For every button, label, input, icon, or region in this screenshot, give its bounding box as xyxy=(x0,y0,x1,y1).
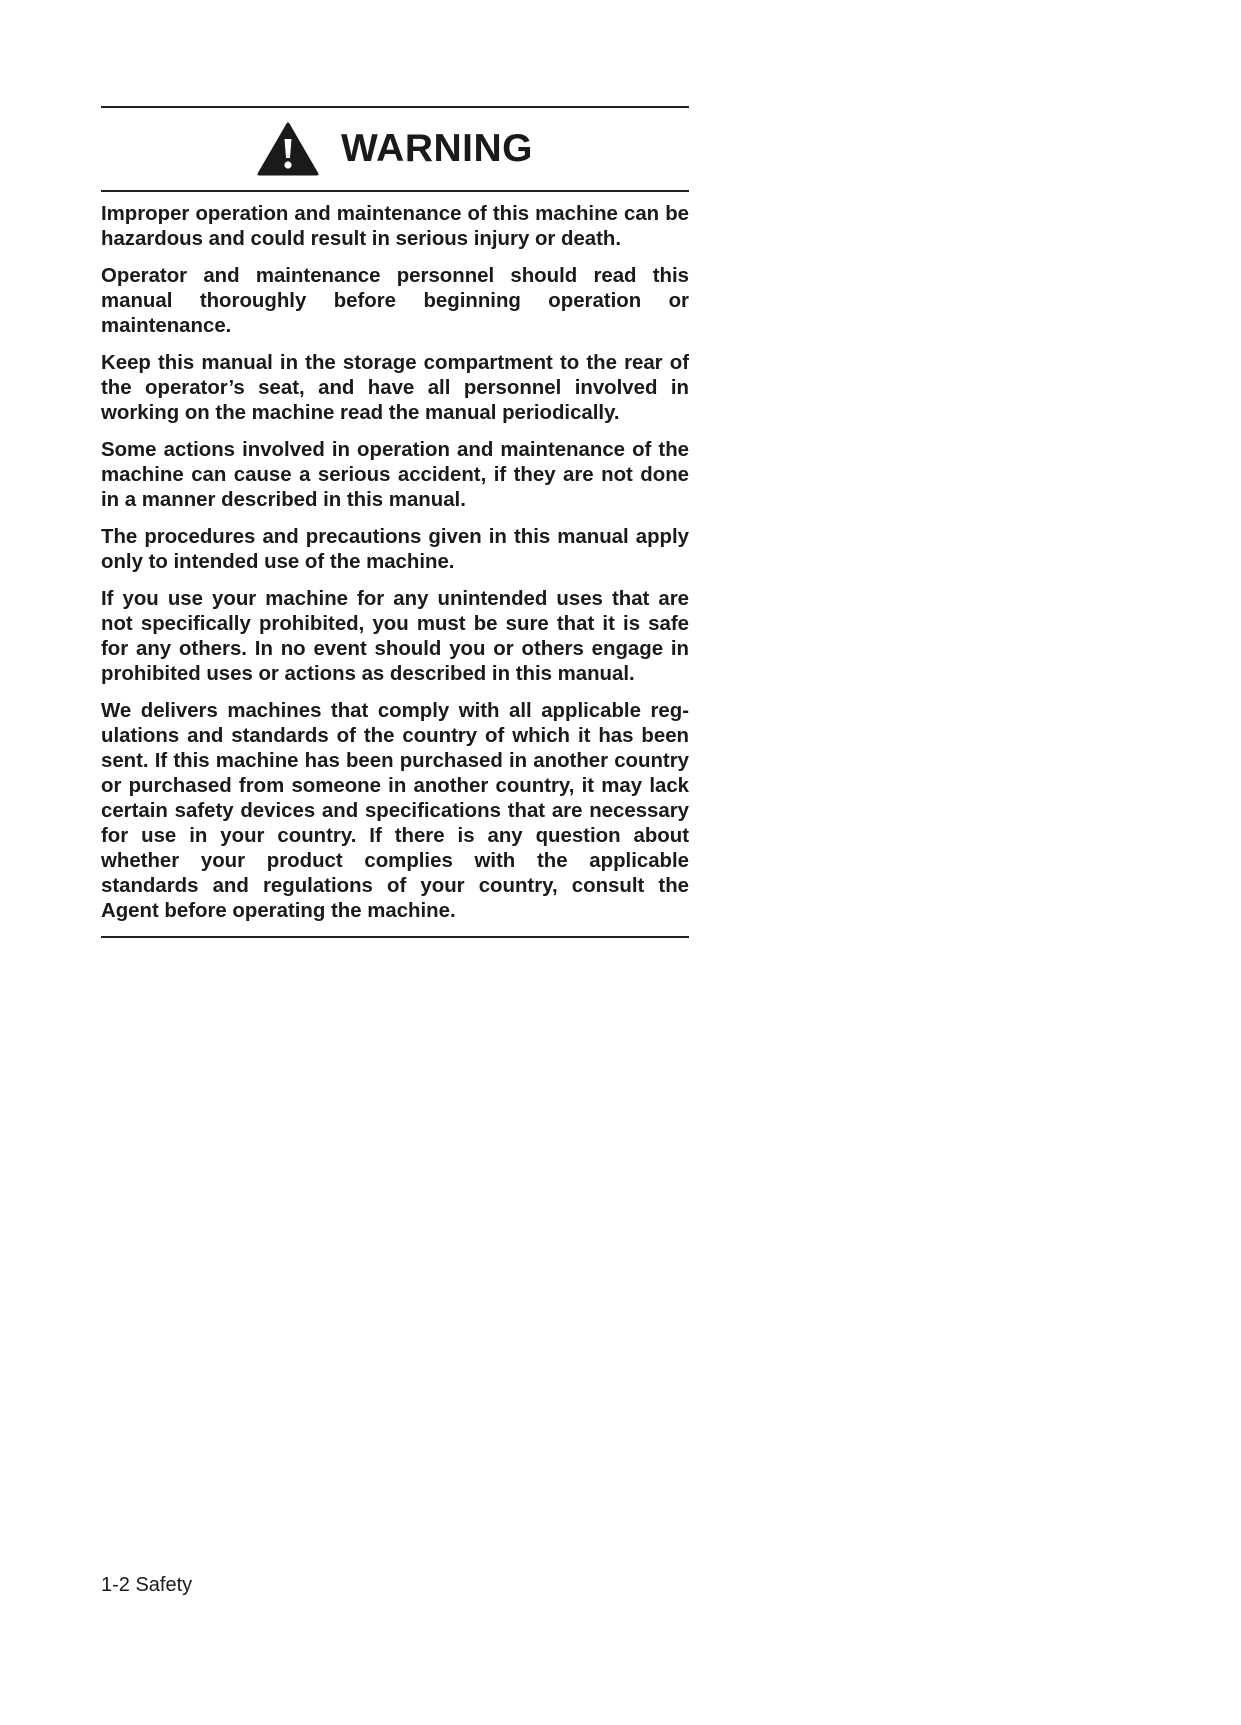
warning-body xyxy=(101,192,689,936)
warning-paragraph: The procedures and precautions given in this manual apply only to intended use of the machine. xyxy=(101,526,689,573)
warning-paragraph: We delivers machines that comply with all applicable regulations and standards of the country of which it has been sent. If this machine has been purchased in another country or purchased from someone in another country, it may lack certain safety devices and specifications that are necessary for use in your country. If there is any question about whether your product complies with the applicable standards and regulations of your country, consult the Agent before operating the machine. xyxy=(101,700,689,922)
page-footer: 1-2 Safety xyxy=(101,1574,193,1596)
warning-paragraph: Operator and maintenance personnel should read this manual thoroughly before beginning operation or maintenance. xyxy=(101,265,689,337)
warning-paragraph: If you use your machine for any unintended uses that are not specifically prohibited, you must be sure that it is safe for any others. In no event should you or others engage in prohibited uses or actions as described in this manual. xyxy=(101,588,689,685)
warning-block xyxy=(101,106,689,938)
warning-paragraph: Improper operation and maintenance of this machine can be hazardous and could result in serious injury or death. xyxy=(101,203,689,250)
warning-paragraph: Keep this manual in the storage compartment to the rear of the operator’s seat, and have all personnel involved in working on the machine read the manual periodically. xyxy=(101,352,689,424)
warning-title: WARNING xyxy=(341,127,533,170)
warning-triangle-icon xyxy=(257,122,319,176)
bottom-rule xyxy=(101,936,689,938)
warning-header xyxy=(101,108,689,190)
warning-paragraph: Some actions involved in operation and maintenance of the machine can cause a serious accident, if they are not done in a manner described in this manual. xyxy=(101,439,689,511)
